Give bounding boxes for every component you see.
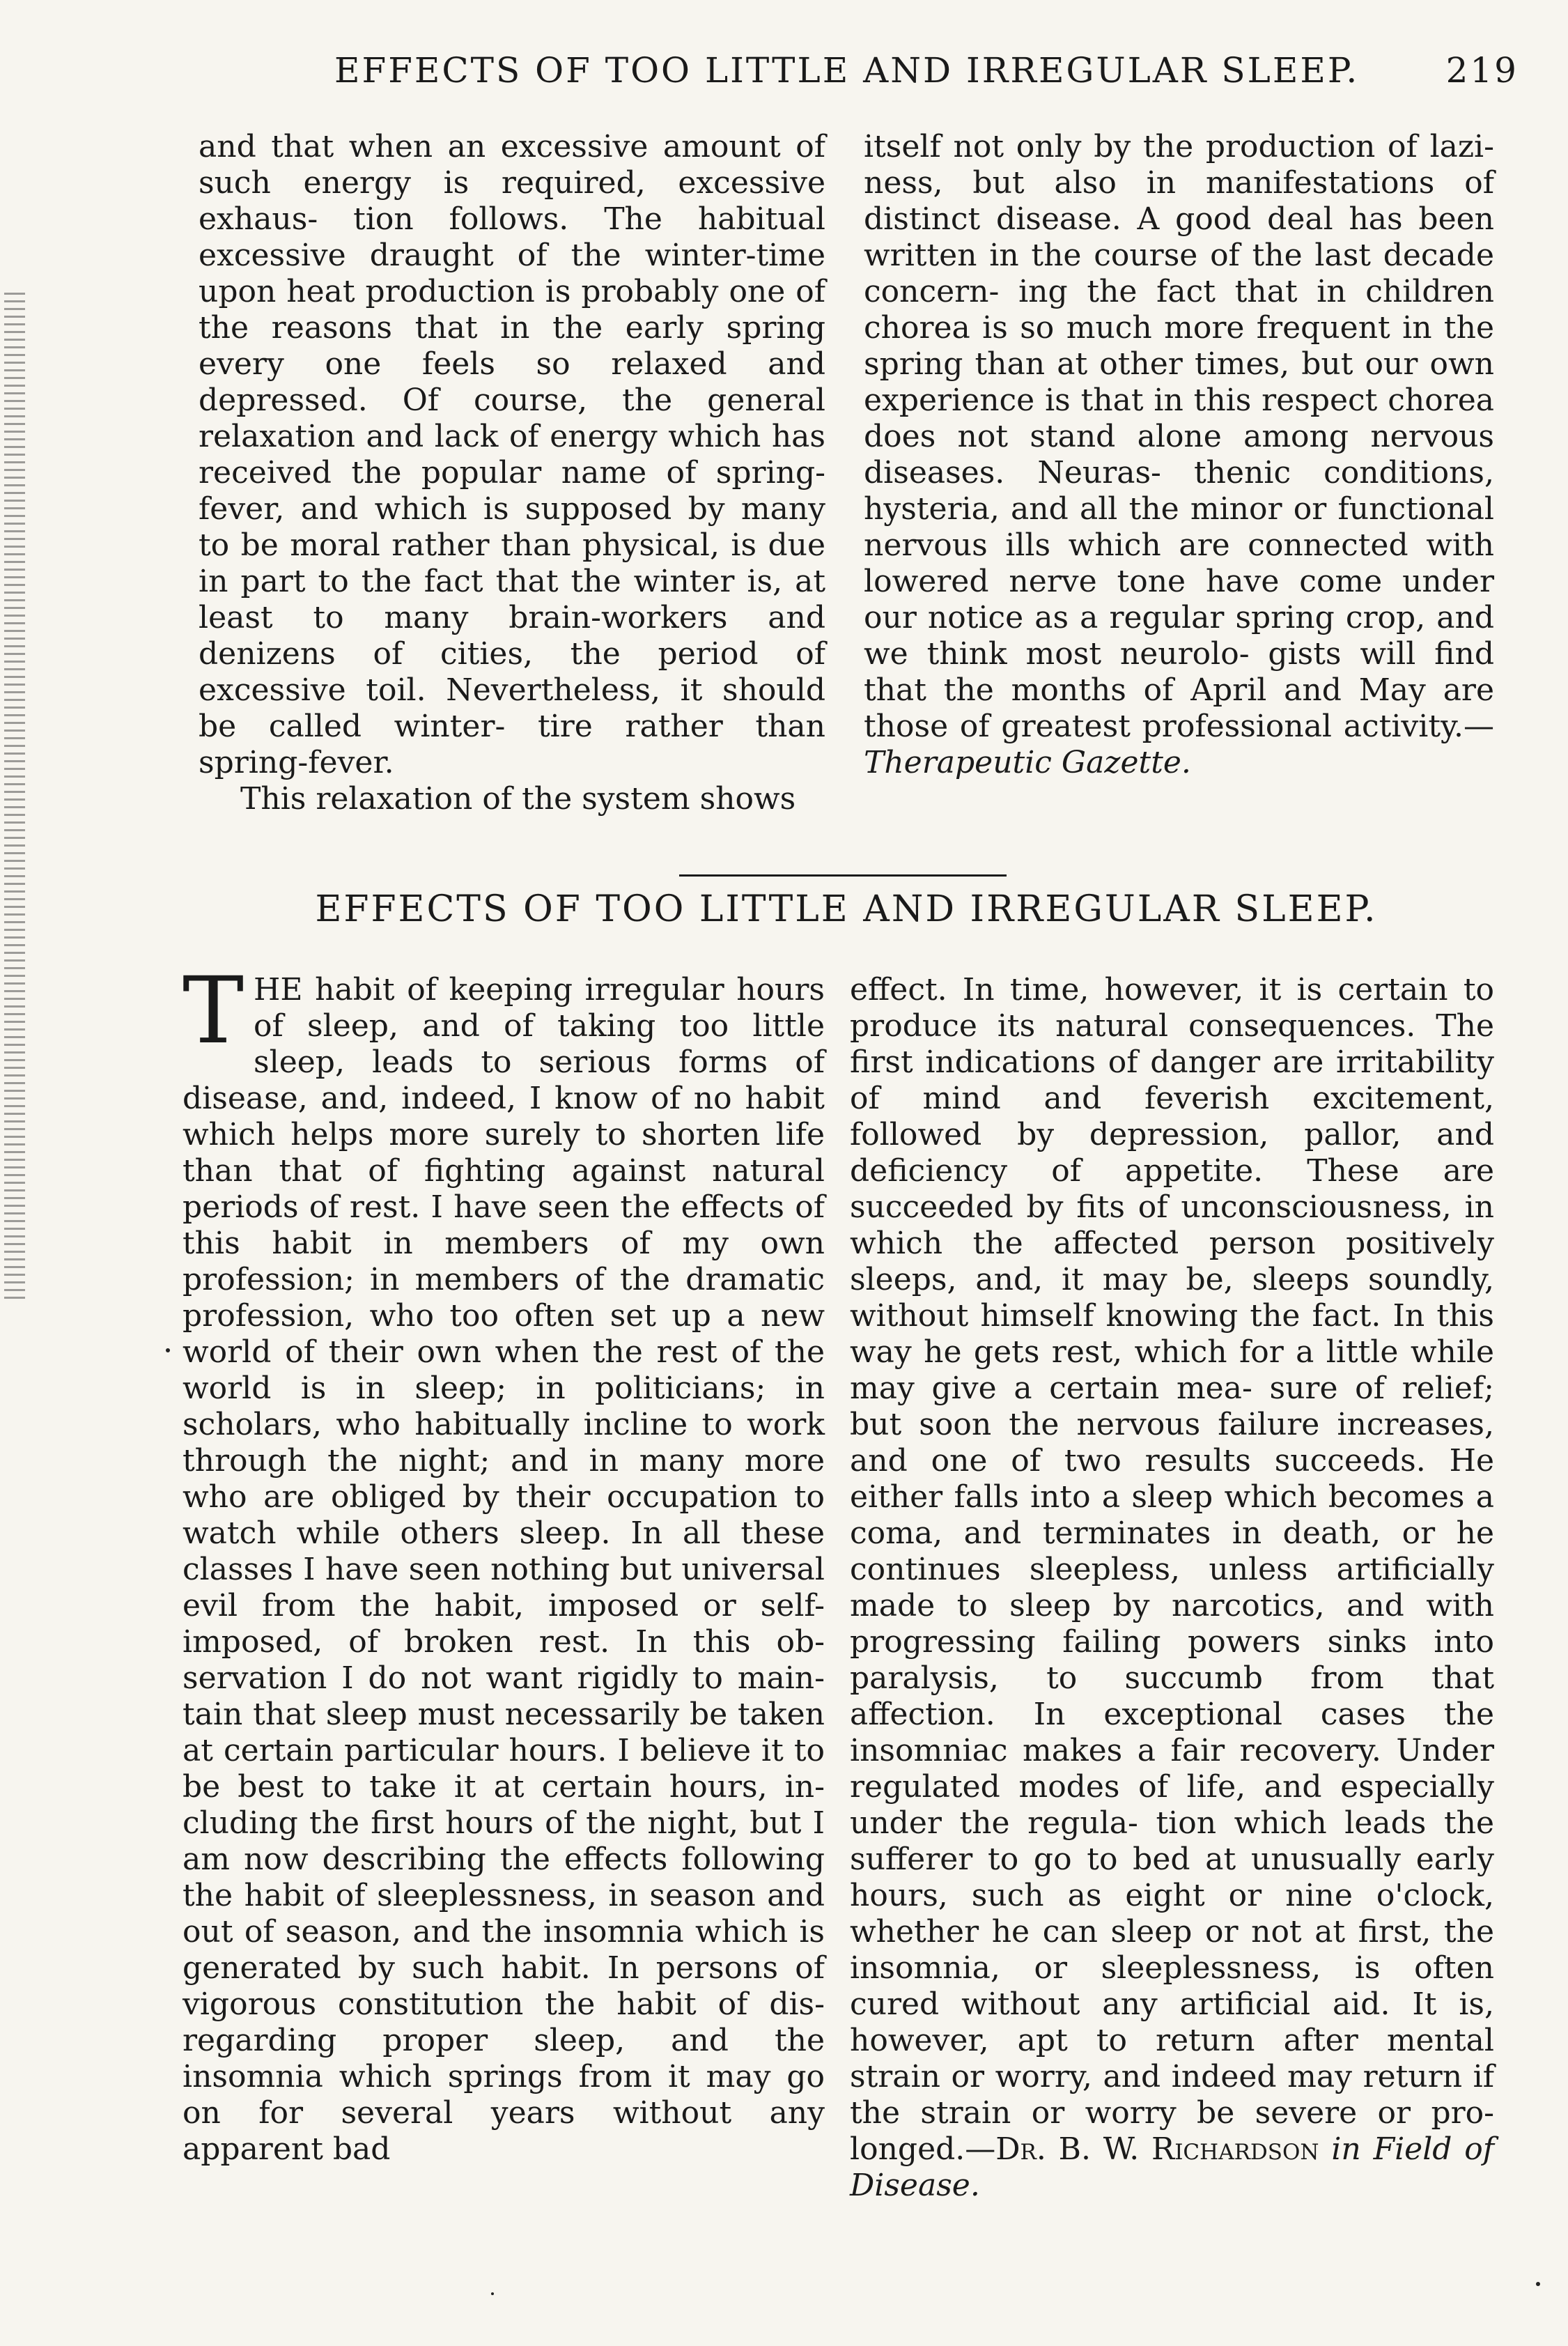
article-closing-paragraph bbox=[850, 972, 1494, 2204]
previous-article-source: Therapeutic Gazette. bbox=[864, 745, 1191, 780]
article-text-left: habit of keeping irregular hours of sleep, and of taking too little sleep, leads to serious forms of disease, and, indeed, I know of no habit which helps more surely to shorten life than that of fighting against natural periods of rest. I have seen the effects of this habit in members of my own profession; in members of the dramatic profession, who too often set up a new world of their own when the rest of the world is in sleep; in politicians; in scholars, who habitually incline to work through the night; and in many more who are obliged by their occupation to watch while others sleep. In all these classes I have seen nothing but universal evil from the habit, imposed or self-imposed, of broken rest. In this ob- servation I do not want rigidly to main- tain that sleep must necessarily be taken at certain particular hours. I believe it to be best to take it at certain hours, in- cluding the first hours of the night, but I am now describing the effects following the habit of sleeplessness, in season and out of season, and the insomnia which is generated by such habit. In persons of vigorous constitution the habit of dis- regarding proper sleep, and the insomnia which springs from it may go on for several years without any apparent bad bbox=[183, 972, 825, 2167]
section-divider bbox=[679, 874, 1007, 877]
running-header bbox=[334, 50, 1519, 91]
lead-in: HE bbox=[254, 972, 303, 1008]
previous-article-right-column bbox=[864, 129, 1494, 781]
scan-speck bbox=[1536, 2282, 1540, 2286]
running-header-title: EFFECTS OF TOO LITTLE AND IRREGULAR SLEEP. bbox=[334, 50, 1360, 91]
previous-article-paragraph: and that when an excessive amount of such energy is required, excessive exhaus- tion follows. The habitual excessive draught of the winter-time upon heat production is probably one of the reasons that in the early spring every one feels so relaxed and depressed. Of course, the general relaxation and lack of energy which has received the popular name of spring- fever, and which is supposed by many to be moral rather than physical, is due in part to the fact that the winter is, at least to many brain-workers and denizens of cities, the period of excessive toil. Nevertheless, it should be called winter- tire rather than spring-fever. bbox=[199, 129, 825, 780]
article-right-column bbox=[850, 972, 1494, 2204]
drop-cap: T bbox=[183, 957, 244, 1065]
author-name: Dr. B. W. Richardson bbox=[995, 2131, 1319, 2167]
author-connector: in bbox=[1331, 2131, 1361, 2167]
previous-article-left-column bbox=[199, 129, 825, 817]
page-number: 219 bbox=[1445, 50, 1519, 91]
article-title: EFFECTS OF TOO LITTLE AND IRREGULAR SLEEP. bbox=[315, 888, 1378, 930]
article-opening-paragraph bbox=[183, 957, 825, 2168]
previous-article-continuation bbox=[864, 129, 1494, 781]
scan-speck bbox=[166, 1348, 170, 1352]
scan-margin-marks bbox=[4, 293, 25, 1303]
previous-article-text: itself not only by the production of lazi- ness, but also in manifestations of distinct disease. A good deal has been written in the course of the last decade concern- ing the fact that in children chorea is so much more frequent in the spring than at other times, but our own experience is that in this respect chorea does not stand alone among nervous diseases. Neuras- thenic conditions, hysteria, and all the minor or functional nervous ills which are connected with lowered nerve tone have come under our notice as a regular spring crop, and we think most neurolo- gists will find that the months of April and May are those of greatest professional activity.— bbox=[864, 129, 1494, 744]
scan-speck bbox=[491, 2292, 494, 2295]
article-left-column bbox=[183, 957, 825, 2168]
book-title: Field of Disease. bbox=[850, 2131, 1494, 2203]
article-text-right: effect. In time, however, it is certain to produce its natural consequences. The first indications of danger are irritability of mind and feverish excitement, followed by depression, pallor, and deficiency of appetite. These are succeeded by fits of unconsciousness, in which the affected person positively sleeps, and, it may be, sleeps soundly, without himself knowing the fact. In this way he gets rest, which for a little while may give a certain mea- sure of relief; but soon the nervous failure increases, and one of two results succeeds. He either falls into a sleep which becomes a coma, and terminates in death, or he continues sleepless, unless artificially made to sleep by narcotics, and with progressing failing powers sinks into paralysis, to succumb from that affection. In exceptional cases the insomniac makes a fair recovery. Under regulated modes of life, and especially under the regula- tion which leads the sufferer to go to bed at unusually early hours, such as eight or nine o'clock, whether he can sleep or not at first, the insomnia, or sleeplessness, is often cured without any artificial aid. It is, however, apt to return after mental strain or worry, and indeed may return if the strain or worry be severe or pro- longed.— bbox=[850, 972, 1494, 2167]
previous-article-paragraph: This relaxation of the system shows bbox=[240, 781, 796, 817]
